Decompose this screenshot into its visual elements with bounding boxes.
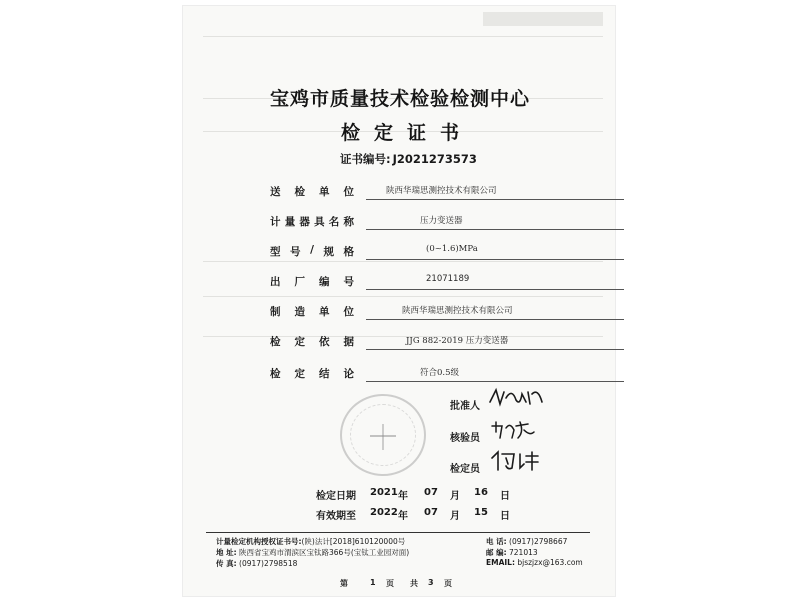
document-title: 检定证书 xyxy=(340,122,473,144)
valid-year: 2022 xyxy=(370,507,398,518)
email-label: EMAIL: xyxy=(486,558,515,567)
field-label-char: 位 xyxy=(343,186,354,198)
field-label-char: 据 xyxy=(343,336,354,348)
field-value: 陕西华瑞思测控技术有限公司 xyxy=(402,306,513,316)
field-label-char: 依 xyxy=(319,336,330,348)
page-total: 3 xyxy=(428,578,434,587)
bleed-through-block xyxy=(483,12,603,26)
field-label-char: 器 xyxy=(299,216,310,228)
address xyxy=(216,547,409,558)
field-label-char: 定 xyxy=(294,336,305,348)
fax xyxy=(216,558,297,569)
field-label-char: 计 xyxy=(270,216,281,228)
field-label-char: 号 xyxy=(343,276,354,288)
verifier-signature xyxy=(488,418,538,446)
day-char: 日 xyxy=(500,491,510,502)
seal-star xyxy=(340,394,426,476)
field-label-char: 号 xyxy=(290,246,301,258)
field-label xyxy=(270,274,354,289)
auth-cert xyxy=(216,536,405,547)
approver-signature-scrawl xyxy=(486,384,546,410)
zipcode xyxy=(486,547,538,558)
field-underline xyxy=(366,289,624,290)
field-label-char: 结 xyxy=(319,368,330,380)
field-underline xyxy=(366,349,624,350)
field-label-char: 规 xyxy=(323,246,334,258)
fax-label: 传 真: xyxy=(216,559,237,568)
phone-value: (0917)2798667 xyxy=(509,537,568,546)
field-underline xyxy=(366,319,624,320)
field-value: JJG 882-2019 压力变送器 xyxy=(406,336,509,346)
field-underline xyxy=(366,381,624,382)
field-row xyxy=(270,366,560,386)
org-title: 宝鸡市质量技术检验检测中心 xyxy=(269,88,530,110)
fax-value: (0917)2798518 xyxy=(239,559,298,568)
inspector-label: 检定员 xyxy=(450,464,480,475)
field-label-char: 具 xyxy=(314,216,325,228)
field-value: 压力变送器 xyxy=(420,216,463,226)
field-label xyxy=(270,304,354,319)
official-seal xyxy=(340,394,426,476)
field-label-char: 厂 xyxy=(294,276,305,288)
field-label-char: 定 xyxy=(294,368,305,380)
cert-no-label: 证书编号: xyxy=(340,152,391,166)
valid-date-label: 有效期至 xyxy=(316,511,356,522)
field-row xyxy=(270,184,560,204)
field-row xyxy=(270,274,560,294)
approver-label: 批准人 xyxy=(450,401,480,412)
addr-label: 地 址: xyxy=(216,548,237,557)
page-post: 页 xyxy=(444,579,452,588)
bleed-through-line xyxy=(203,296,603,297)
bleed-through-line xyxy=(203,36,603,37)
auth-value: (陕)法计[2018]610120000号 xyxy=(301,537,406,546)
page-mid: 页 xyxy=(386,579,394,588)
field-label-char: 检 xyxy=(294,186,305,198)
email xyxy=(486,558,583,567)
field-label-char: 称 xyxy=(343,216,354,228)
footer-divider xyxy=(206,532,590,533)
field-label-char: 检 xyxy=(270,336,281,348)
email-value: bjszjzx@163.com xyxy=(517,558,583,567)
field-label-char: 出 xyxy=(270,276,281,288)
verify-day: 16 xyxy=(474,487,488,498)
cert-no-value: J2021273573 xyxy=(392,152,477,166)
auth-label: 计量检定机构授权证书号: xyxy=(216,537,302,546)
day-char: 日 xyxy=(500,511,510,522)
verify-date-label: 检定日期 xyxy=(316,491,356,502)
field-row xyxy=(270,304,560,324)
approver-signature xyxy=(486,384,546,414)
zip-label: 邮 编: xyxy=(486,548,507,557)
page-pre: 第 xyxy=(340,579,348,588)
year-char: 年 xyxy=(398,491,408,502)
field-label-char: 格 xyxy=(343,246,354,258)
field-label-char: 单 xyxy=(319,186,330,198)
page-current: 1 xyxy=(370,578,376,587)
field-label-char: 单 xyxy=(319,306,330,318)
field-value: (0~1.6)MPa xyxy=(426,244,478,254)
field-label-char: 名 xyxy=(328,216,340,228)
inspector-signature xyxy=(488,448,542,478)
field-label xyxy=(270,366,354,381)
year-char: 年 xyxy=(398,511,408,522)
field-label-char: 造 xyxy=(294,306,305,318)
verifier-label: 核验员 xyxy=(450,433,480,444)
certificate-number xyxy=(338,151,477,167)
field-value: 陕西华瑞思测控技术有限公司 xyxy=(386,186,497,196)
field-underline xyxy=(366,259,624,260)
field-label xyxy=(270,214,354,229)
field-label-char: 制 xyxy=(270,306,281,318)
field-label xyxy=(270,244,354,259)
zip-value: 721013 xyxy=(509,548,538,557)
field-label-char: 论 xyxy=(343,368,354,380)
verify-year: 2021 xyxy=(370,487,398,498)
field-row xyxy=(270,244,560,264)
phone-label: 电 话: xyxy=(486,537,507,546)
field-underline xyxy=(366,199,624,200)
month-char: 月 xyxy=(450,491,460,502)
field-value: 21071189 xyxy=(426,274,470,284)
page-total-pre: 共 xyxy=(410,579,418,588)
field-label-char: 检 xyxy=(270,368,281,380)
field-value: 符合0.5级 xyxy=(420,368,460,378)
field-label-char: 送 xyxy=(270,186,281,198)
valid-day: 15 xyxy=(474,507,488,518)
field-row xyxy=(270,214,560,234)
field-label-char: 位 xyxy=(343,306,354,318)
addr-value: 陕西省宝鸡市渭滨区宝钛路366号(宝钛工业园对面) xyxy=(239,548,410,557)
field-underline xyxy=(366,229,624,230)
verify-month: 07 xyxy=(424,487,438,498)
field-label-char: 编 xyxy=(319,276,330,288)
verifier-signature-scrawl xyxy=(488,418,538,442)
field-label-char: / xyxy=(310,244,314,256)
field-label-char: 量 xyxy=(284,216,296,228)
month-char: 月 xyxy=(450,511,460,522)
field-label xyxy=(270,334,354,349)
field-row xyxy=(270,334,560,354)
inspector-signature-scrawl xyxy=(488,448,542,474)
field-label-char: 型 xyxy=(270,246,281,258)
valid-month: 07 xyxy=(424,507,438,518)
field-label xyxy=(270,184,354,199)
phone xyxy=(486,536,567,547)
